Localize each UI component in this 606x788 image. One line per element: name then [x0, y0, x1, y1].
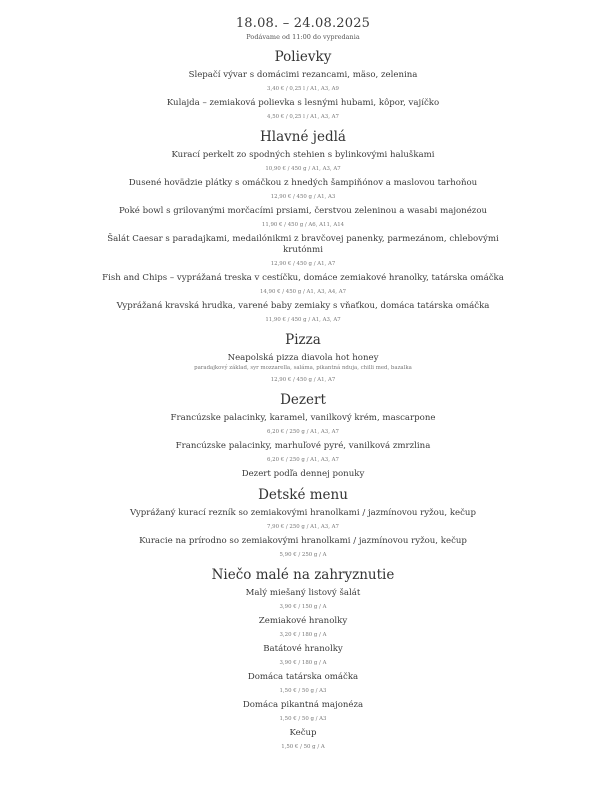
menu-item	[0, 206, 606, 230]
menu-item-description: paradajkový základ, syr mozzarella, salámа, pikantná nduja, chilli med, bazalka	[194, 365, 412, 371]
menu-item	[0, 508, 606, 532]
menu-item-name: Dezert podľa dennej ponuky	[241, 469, 365, 479]
menu-item	[0, 616, 606, 640]
menu-item-price-weight-allergens: 3,90 € / 150 g / A	[279, 604, 327, 610]
menu-item	[0, 353, 606, 385]
menu-item-name: Šalát Caesar s paradajkami, medailónikmi z bravčovej panenky, parmezánom, chlebovými krutónmi	[107, 234, 499, 255]
menu-item-name: Kuracie na prírodno so zemiakovými hranolkami / jazmínovou ryžou, kečup	[139, 536, 467, 546]
menu-item-name: Domáca tatárska omáčka	[247, 672, 359, 682]
menu-section	[0, 391, 606, 480]
menu-item	[0, 98, 606, 122]
menu-item	[0, 413, 606, 437]
menu-item	[0, 150, 606, 174]
menu-item	[0, 234, 606, 269]
section-title: Hlavné jedlá	[260, 129, 346, 145]
menu-item-price-weight-allergens: 3,20 € / 180 g / A	[279, 632, 327, 638]
menu-sections	[0, 48, 606, 752]
menu-section	[0, 486, 606, 560]
section-title: Pizza	[285, 332, 321, 348]
menu-item	[0, 588, 606, 612]
menu-item	[0, 728, 606, 752]
menu-item-name: Malý miešaný listový šalát	[245, 588, 361, 598]
menu-item-price-weight-allergens: 6,20 € / 250 g / A1, A3, A7	[267, 429, 339, 435]
menu-item-name: Francúzske palacinky, marhuľové pyré, vanilková zmrzlina	[175, 441, 431, 451]
menu-item	[0, 178, 606, 202]
menu-item-name: Kulajda – zemiaková polievka s lesnými hubami, kôpor, vajíčko	[166, 98, 440, 108]
menu-item-price-weight-allergens: 3,40 € / 0,25 l / A1, A3, A9	[267, 86, 339, 92]
menu-item	[0, 536, 606, 560]
menu-item	[0, 700, 606, 724]
serving-hours: Podávame od 11:00 do vypredania	[246, 33, 360, 41]
menu-item-name: Zemiakové hranolky	[258, 616, 348, 626]
menu-item-price-weight-allergens: 12,90 € / 450 g / A1, A7	[270, 377, 336, 383]
menu-item-name: Neapolská pizza diavola hot honey	[227, 353, 379, 363]
menu-item-price-weight-allergens: 12,90 € / 450 g / A1, A7	[270, 261, 336, 267]
menu-item-name: Domáca pikantná majonéza	[242, 700, 364, 710]
menu-item-price-weight-allergens: 5,90 € / 250 g / A	[279, 552, 327, 558]
menu-item	[0, 672, 606, 696]
menu-item-price-weight-allergens: 12,90 € / 450 g / A1, A3	[270, 194, 336, 200]
menu-section	[0, 48, 606, 122]
menu-item-name: Kečup	[289, 728, 317, 738]
menu-item	[0, 441, 606, 465]
menu-section	[0, 331, 606, 385]
menu-item-name: Dusené hovädzie plátky s omáčkou z hnedých šampiňónov a maslovou tarhoňou	[128, 178, 478, 188]
menu-item-name: Poké bowl s grilovanými morčacími prsiami, čerstvou zeleninou a wasabi majonézou	[118, 206, 488, 216]
menu-item-price-weight-allergens: 6,20 € / 250 g / A1, A3, A7	[267, 457, 339, 463]
menu-item-price-weight-allergens: 10,90 € / 450 g / A1, A3, A7	[265, 166, 341, 172]
menu-item	[0, 273, 606, 297]
menu-section	[0, 128, 606, 325]
menu-item-price-weight-allergens: 1,50 € / 50 g / A3	[279, 716, 327, 722]
menu-item-price-weight-allergens: 11,90 € / 450 g / A1, A3, A7	[265, 317, 341, 323]
section-title: Polievky	[274, 49, 332, 65]
menu-item-price-weight-allergens: 1,50 € / 50 g / A3	[279, 688, 327, 694]
menu-item-name: Fish and Chips – vyprážaná treska v cestíčku, domáce zemiakové hranolky, tatárska omáčka	[102, 273, 504, 283]
menu-item	[0, 70, 606, 94]
date-range: 18.08. – 24.08.2025	[235, 16, 371, 31]
menu-item	[0, 301, 606, 325]
menu-item-price-weight-allergens: 3,90 € / 180 g / A	[279, 660, 327, 666]
menu-item-name: Francúzske palacinky, karamel, vanilkový krém, mascarpone	[170, 413, 436, 423]
menu-item-name: Vyprážaná kravská hrudka, varené baby zemiaky s vňaťkou, domáca tatárska omáčka	[116, 301, 490, 311]
menu-item	[0, 469, 606, 480]
menu-item-price-weight-allergens: 14,90 € / 450 g / A1, A3, A4, A7	[259, 289, 347, 295]
menu-item-name: Vyprážaný kurací rezník so zemiakovými hranolkami / jazmínovou ryžou, kečup	[130, 508, 476, 518]
section-title: Detské menu	[258, 487, 348, 503]
menu-item-name: Slepačí vývar s domácimi rezancami, mäso, zelenina	[188, 70, 418, 80]
menu-item-price-weight-allergens: 1,50 € / 50 g / A	[281, 744, 325, 750]
menu-item-name: Kurací perkelt zo spodných stehien s bylinkovými haluškami	[171, 150, 435, 160]
menu-item-price-weight-allergens: 11,90 € / 450 g / A6, A11, A14	[261, 222, 345, 228]
menu-item-price-weight-allergens: 7,90 € / 250 g / A1, A3, A7	[267, 524, 339, 530]
menu-section	[0, 566, 606, 752]
menu-item	[0, 644, 606, 668]
menu-item-price-weight-allergens: 4,50 € / 0,25 l / A1, A3, A7	[267, 114, 339, 120]
menu-item-name: Batátové hranolky	[263, 644, 343, 654]
section-title: Niečo malé na zahryznutie	[211, 567, 395, 583]
section-title: Dezert	[280, 392, 326, 408]
